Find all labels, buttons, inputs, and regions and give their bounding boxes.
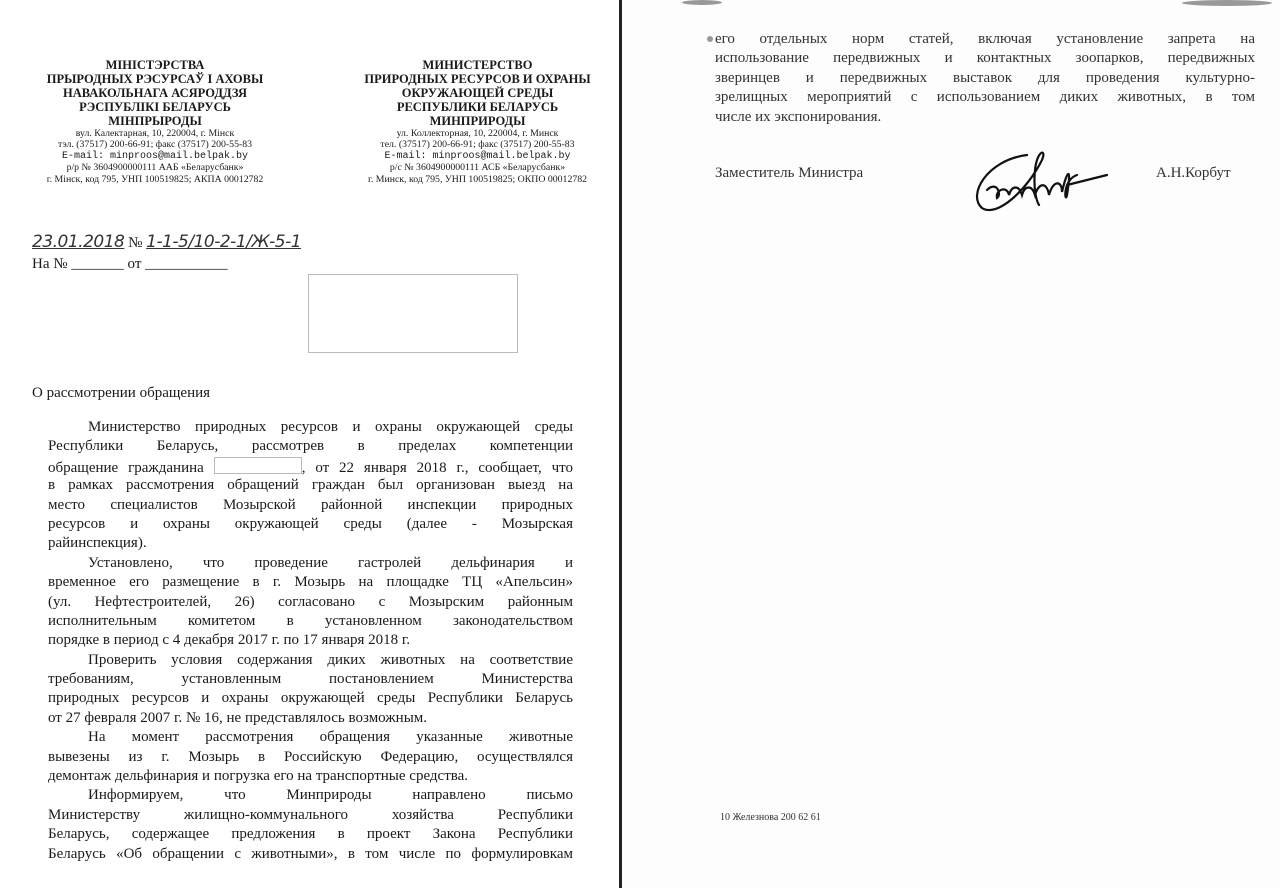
body-line: место специалистов Мозырской районной инспекции природных xyxy=(48,496,573,513)
ministry-name-line: РЭСПУБЛІКІ БЕЛАРУСЬ xyxy=(79,100,231,114)
body-line: Беларусь, содержащее предложения в проект Закона Республики xyxy=(48,826,573,843)
ministry-name-line: ПРИРОДНЫХ РЕСУРСОВ И ОХРАНЫ xyxy=(364,72,591,86)
body-line: (ул. Нефтестроителей, 26) согласовано с Мозырским районным xyxy=(48,593,573,610)
phone: тэл. (37517) 200-66-91; факс (37517) 200-55-83 xyxy=(57,139,253,151)
ministry-name-line: РЕСПУБЛИКИ БЕЛАРУСЬ xyxy=(396,100,559,114)
ministry-name-line: НАВАКОЛЬНАГА АСЯРОДДЗЯ xyxy=(62,86,248,100)
signer-name: А.Н.Корбут xyxy=(1156,165,1231,181)
body-line: зверинцев и передвижных выставок для проведения культурно- xyxy=(715,69,1255,86)
body-line: зрелищных мероприятий с использованием диких животных, в том xyxy=(715,89,1255,106)
codes: г. Минск, код 795, УНП 100519825; ОКПО 00012782 xyxy=(367,173,588,185)
number-sign: № xyxy=(128,235,143,251)
codes: г. Мінск, код 795, УНП 100519825; АКПА 00012782 xyxy=(46,173,264,185)
body-line: Установлено, что проведение гастролей дельфинария и xyxy=(88,554,573,571)
ministry-name-line: ОКРУЖАЮЩЕЙ СРЕДЫ xyxy=(401,86,554,100)
body-line: числе их экспонирования. xyxy=(715,108,882,125)
ministry-name-line: МІНІСТЭРСТВА xyxy=(105,58,205,72)
body-text: обращение гражданина xyxy=(48,459,204,476)
redacted-address-box xyxy=(308,274,518,353)
body-line: Беларусь «Об обращении с животными», в том числе по формулировкам xyxy=(48,845,573,862)
phone: тел. (37517) 200-66-91; факс (37517) 200-55-83 xyxy=(380,139,575,151)
body-line: временное его размещение в г. Мозырь на площадке ТЦ «Апельсин» xyxy=(48,574,573,591)
reply-reference: На № _______ от ___________ xyxy=(32,256,228,272)
bank-account: р/р № 3604900000111 ААБ «Беларусбанк» xyxy=(66,162,244,174)
handwritten-signature xyxy=(967,140,1147,220)
continuation-text xyxy=(715,30,1255,127)
address: ул. Коллекторная, 10, 220004, г. Минск xyxy=(396,128,559,139)
body-line: в рамках рассмотрения обращений граждан был организован выезд на xyxy=(48,477,573,494)
body-line: от 27 февраля 2007 г. № 16, не представлялось возможным. xyxy=(48,709,428,726)
ministry-name-line: МИНИСТЕРСТВО xyxy=(422,58,533,72)
body-line: требованиям, установленным постановлением Министерства xyxy=(48,671,573,688)
letterhead-russian xyxy=(345,58,610,185)
body-line: Информируем, что Минприроды направлено письмо xyxy=(88,787,573,804)
email: E-mail: minproos@mail.belpak.by xyxy=(384,150,571,162)
signer-title: Заместитель Министра xyxy=(715,165,864,181)
body-line: Республики Беларусь, рассмотрев в пределах компетенции xyxy=(48,438,573,455)
handwritten-date: 23.01.2018 xyxy=(32,232,125,252)
body-line xyxy=(48,457,573,476)
body-line: Министерству жилищно-коммунального хозяйства Республики xyxy=(48,806,573,823)
body-line: райинспекция). xyxy=(48,535,147,552)
body-line: На момент рассмотрения обращения указанные животные xyxy=(88,729,573,746)
body-line: ресурсов и охраны окружающей среды (далее - Мозырская xyxy=(48,515,573,532)
body-line: исполнительным комитетом в установленном законодательством xyxy=(48,612,573,629)
body-line: демонтаж дельфинария и погрузка его на транспортные средства. xyxy=(48,768,469,785)
body-line: Министерство природных ресурсов и охраны окружающей среды xyxy=(88,419,573,435)
letter-subject: О рассмотрении обращения xyxy=(32,385,211,401)
address: вул. Калектарная, 10, 220004, г. Мінск xyxy=(75,128,235,139)
body-line: использование передвижных и контактных зоопарков, передвижных xyxy=(715,50,1255,67)
body-line: Проверить условия содержания диких животных на соответствие xyxy=(88,651,573,668)
page-2 xyxy=(622,0,1280,888)
bank-account: р/с № 3604900000111 АСБ «Беларусбанк» xyxy=(389,162,566,174)
ministry-short-name: МІНПРЫРОДЫ xyxy=(108,114,202,128)
redacted-name-box xyxy=(214,457,302,474)
body-line: порядке в период с 4 декабря 2017 г. по 17 января 2018 г. xyxy=(48,632,411,649)
ministry-short-name: МИНПРИРОДЫ xyxy=(429,114,526,128)
email: E-mail: minproos@mail.belpak.by xyxy=(61,150,249,162)
body-text: , от 22 января 2018 г., сообщает, что xyxy=(301,459,574,476)
executor-footer: 10 Железнова 200 62 61 xyxy=(720,812,821,823)
body-line: вывезены из г. Мозырь в Российскую Федерацию, осуществлялся xyxy=(48,748,573,765)
letter-body xyxy=(48,418,573,864)
body-line: природных ресурсов и охраны окружающей среды Республики Беларусь xyxy=(48,690,573,707)
handwritten-number: 1-1-5/10-2-1/Ж-5-1 xyxy=(146,232,302,252)
body-line: его отдельных норм статей, включая установление запрета на xyxy=(715,31,1255,47)
registration-line xyxy=(32,232,301,252)
letterhead-belarusian xyxy=(20,58,290,185)
page-1 xyxy=(0,0,619,888)
ministry-name-line: ПРЫРОДНЫХ РЭСУРСАЎ І АХОВЫ xyxy=(46,72,264,86)
